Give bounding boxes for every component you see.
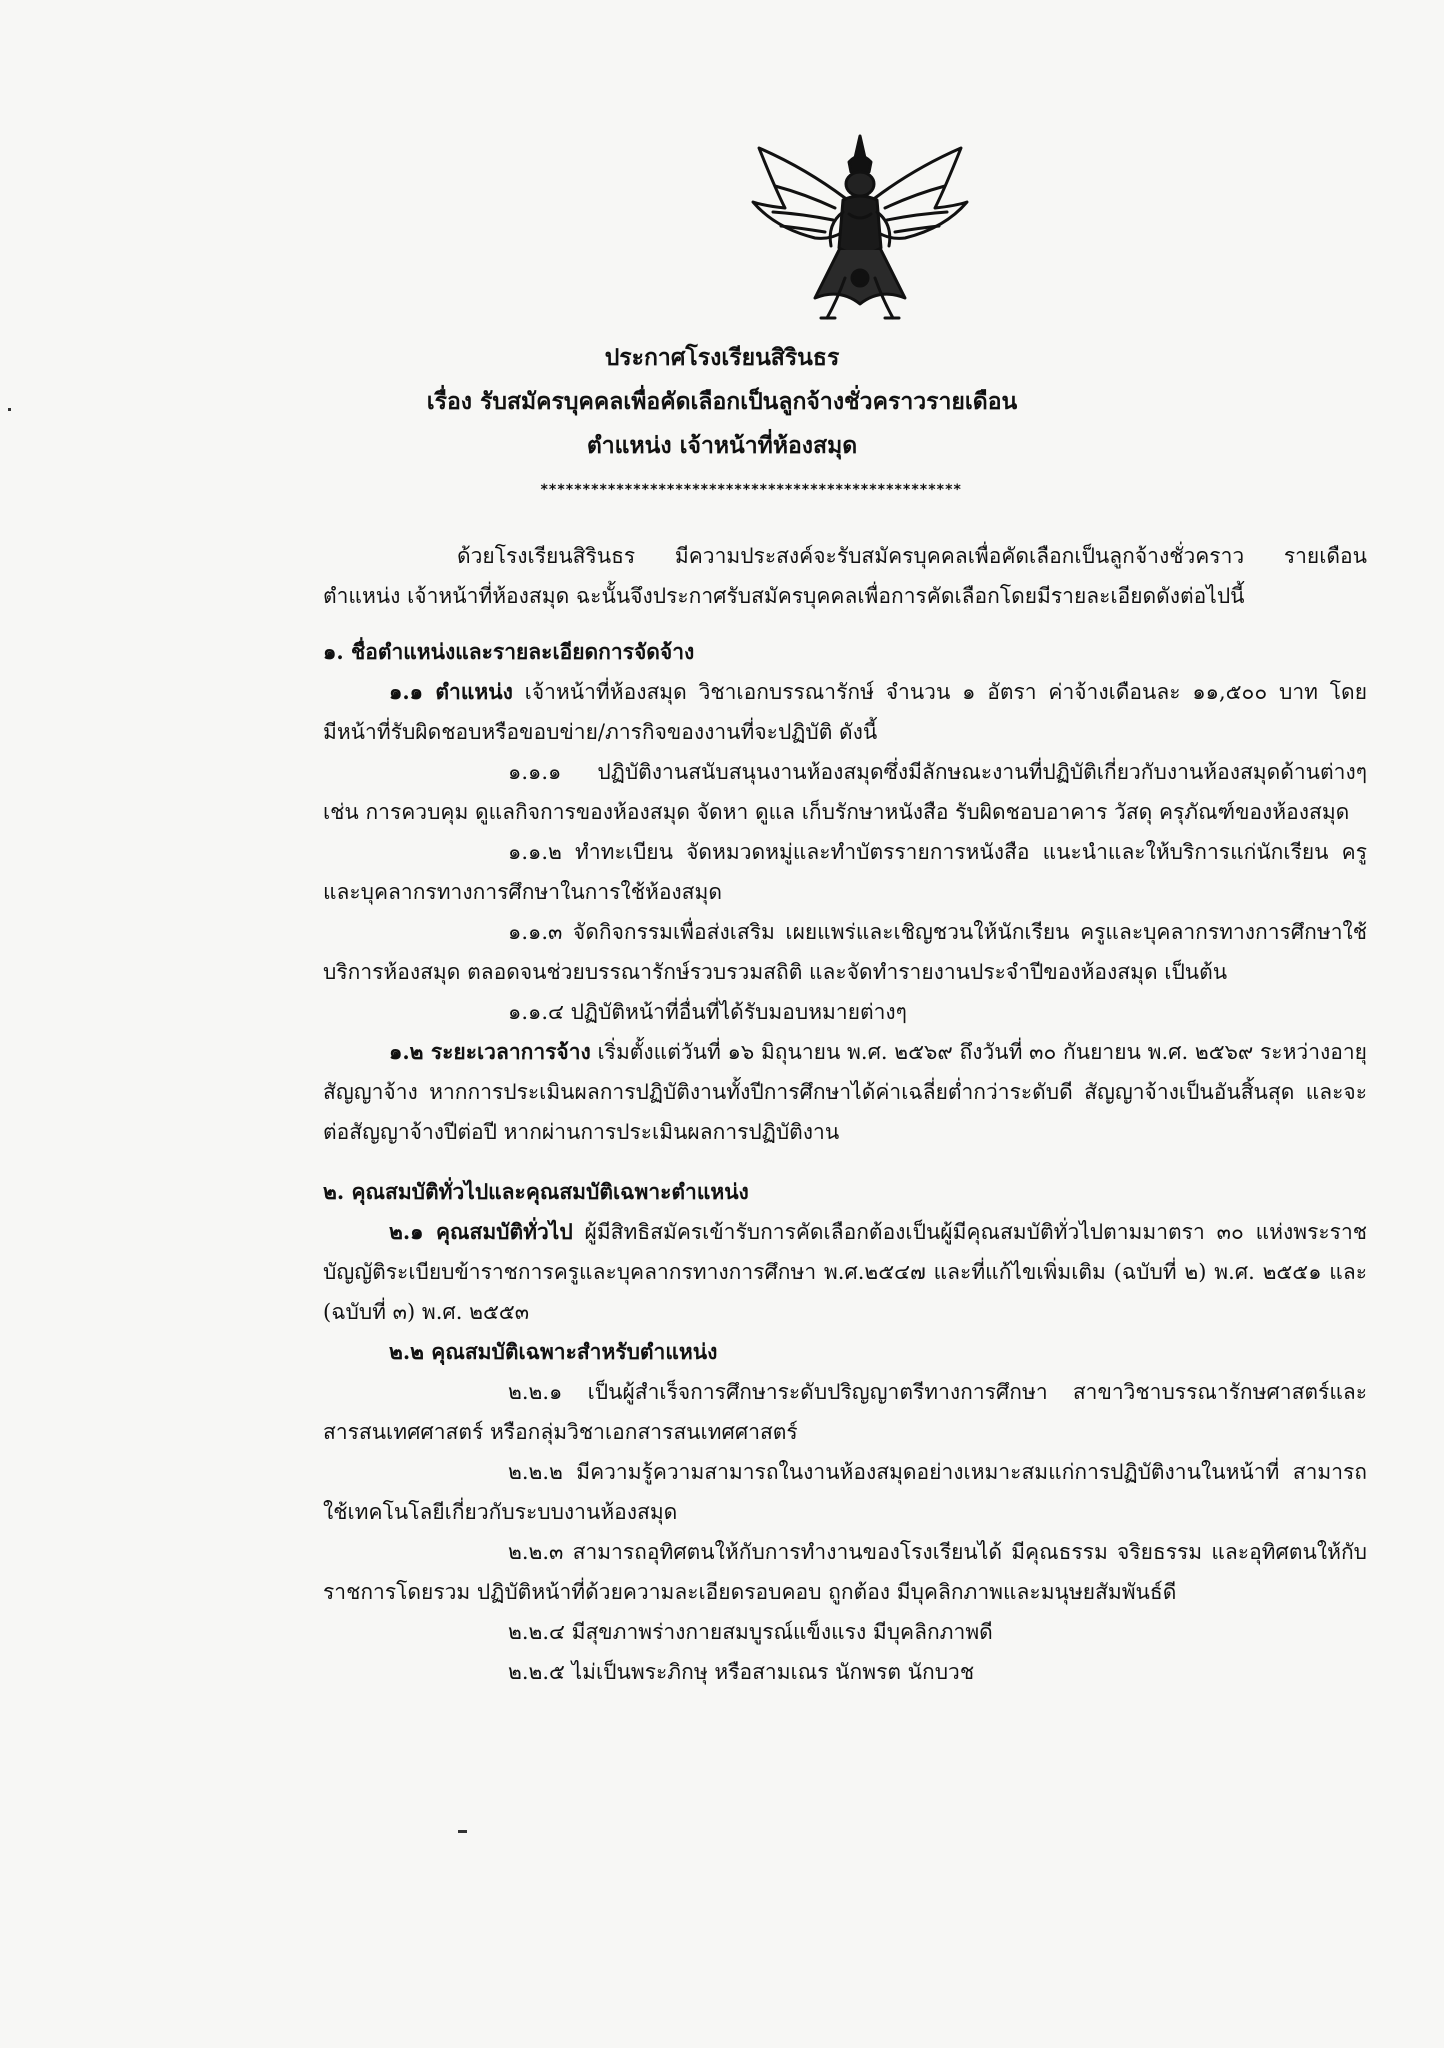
section-2-2-5-paragraph: ๒.๒.๕ ไม่เป็นพระภิกษุ หรือสามเณร นักพรต นักบวช — [508, 1660, 975, 1684]
section-2-1-label: ๒.๑ คุณสมบัติทั่วไป — [389, 1219, 573, 1244]
announcement-subject: เรื่อง รับสมัครบุคคลเพื่อคัดเลือกเป็นลูกจ้างชั่วคราวรายเดือน — [426, 388, 1018, 415]
section-1-1-2-paragraph: ๑.๑.๒ ทำทะเบียน จัดหมวดหมู่และทำบัตรรายการหนังสือ แนะนำและให้บริการแก่นักเรียน ครูและบุคลากรทางการศึกษาในการใช้ห้องสมุด — [323, 840, 1367, 904]
document-body — [323, 536, 1367, 1692]
scan-speck — [8, 408, 11, 411]
announcement-position: ตำแหน่ง เจ้าหน้าที่ห้องสมุด — [586, 432, 858, 459]
section-2-heading: ๒. คุณสมบัติทั่วไปและคุณสมบัติเฉพาะตำแหน่ง — [323, 1179, 749, 1204]
section-1-1-1-paragraph: ๑.๑.๑ ปฏิบัติงานสนับสนุนงานห้องสมุดซึ่งมีลักษณะงานที่ปฏิบัติเกี่ยวกับงานห้องสมุดด้านต่างๆ เช่น การควบคุม ดูแลกิจการของห้องสมุด จัดหา ดูแล เก็บรักษาหนังสือ รับผิดชอบอาคาร วัสดุ ครุภัณฑ์ของห้องสมุด — [323, 760, 1367, 824]
intro-paragraph: ด้วยโรงเรียนสิรินธร มีความประสงค์จะรับสมัครบุคคลเพื่อคัดเลือกเป็นลูกจ้างชั่วคราว รายเดือน ตำแหน่ง เจ้าหน้าที่ห้องสมุด ฉะนั้นจึงประกาศรับสมัครบุคคลเพื่อการคัดเลือกโดยมีรายละเอียดดังต่อไปนี้ — [323, 544, 1367, 608]
section-2-2-heading — [323, 1332, 1367, 1372]
section-2-2-2-paragraph: ๒.๒.๒ มีความรู้ความสามารถในงานห้องสมุดอย่างเหมาะสมแก่การปฏิบัติงานในหน้าที่ สามารถใช้เทคโนโลยีเกี่ยวกับระบบงานห้องสมุด — [323, 1460, 1367, 1524]
section-1-heading: ๑. ชื่อตำแหน่งและรายละเอียดการจัดจ้าง — [323, 639, 695, 664]
garuda-emblem-icon — [745, 128, 975, 328]
section-2-1-paragraph — [323, 1212, 1367, 1332]
section-2-2-4-paragraph: ๒.๒.๔ มีสุขภาพร่างกายสมบูรณ์แข็งแรง มีบุคลิกภาพดี — [508, 1620, 993, 1644]
section-1-2-label: ๑.๒ ระยะเวลาการจ้าง — [389, 1039, 591, 1064]
section-1-1-3-paragraph: ๑.๑.๓ จัดกิจกรรมเพื่อส่งเสริม เผยแพร่และเชิญชวนให้นักเรียน ครูและบุคลากรทางการศึกษาใช้บริการห้องสมุด ตลอดจนช่วยบรรณารักษ์รวบรวมสถิติ และจัดทำรายงานประจำปีของห้องสมุด เป็นต้น — [323, 920, 1367, 984]
section-2-2-3-paragraph: ๒.๒.๓ สามารถอุทิศตนให้กับการทำงานของโรงเรียนได้ มีคุณธรรม จริยธรรม และอุทิศตนให้กับราชการโดยรวม ปฏิบัติหน้าที่ด้วยความละเอียดรอบคอบ ถูกต้อง มีบุคลิกภาพและมนุษยสัมพันธ์ดี — [323, 1540, 1367, 1604]
section-1-1-paragraph — [323, 672, 1367, 752]
section-2-2-label: ๒.๒ คุณสมบัติเฉพาะสำหรับตำแหน่ง — [389, 1339, 718, 1364]
section-1-2-text: เริ่มตั้งแต่วันที่ ๑๖ มิถุนายน พ.ศ. ๒๕๖๙ ถึงวันที่ ๓๐ กันยายน พ.ศ. ๒๕๖๙ ระหว่างอายุสัญญาจ้าง หากการประเมินผลการปฏิบัติงานทั้งปีการศึกษาได้ค่าเฉลี่ยต่ำกว่าระดับดี สัญญาจ้างเป็นอันสิ้นสุด และจะต่อสัญญาจ้างปีต่อปี หากผ่านการประเมินผลการปฏิบัติงาน — [323, 1040, 1367, 1144]
separator-line: ************************************************** — [540, 482, 962, 498]
announcement-title: ประกาศโรงเรียนสิรินธร — [604, 344, 840, 371]
section-1-1-text: เจ้าหน้าที่ห้องสมุด วิชาเอกบรรณารักษ์ จำนวน ๑ อัตรา ค่าจ้างเดือนละ ๑๑,๕๐๐ บาท โดยมีหน้าที่รับผิดชอบหรือขอบข่าย/ภารกิจของงานที่จะปฏิบัติ ดังนี้ — [323, 680, 1367, 744]
section-1-2-paragraph — [323, 1032, 1367, 1152]
section-2-2-1-paragraph: ๒.๒.๑ เป็นผู้สำเร็จการศึกษาระดับปริญญาตรีทางการศึกษา สาขาวิชาบรรณารักษศาสตร์และสารสนเทศศาสตร์ หรือกลุ่มวิชาเอกสารสนเทศศาสตร์ — [323, 1380, 1367, 1444]
section-2-1-text: ผู้มีสิทธิสมัครเข้ารับการคัดเลือกต้องเป็นผู้มีคุณสมบัติทั่วไปตามมาตรา ๓๐ แห่งพระราชบัญญัติระเบียบข้าราชการครูและบุคลากรทางการศึกษา พ.ศ.๒๕๔๗ และที่แก้ไขเพิ่มเติม (ฉบับที่ ๒) พ.ศ. ๒๕๕๑ และ (ฉบับที่ ๓) พ.ศ. ๒๕๕๓ — [323, 1220, 1367, 1324]
section-1-1-label: ๑.๑ ตำแหน่ง — [389, 679, 513, 704]
scan-speck — [458, 1830, 467, 1833]
section-1-1-4-paragraph: ๑.๑.๔ ปฏิบัติหน้าที่อื่นที่ได้รับมอบหมายต่างๆ — [508, 1000, 907, 1024]
